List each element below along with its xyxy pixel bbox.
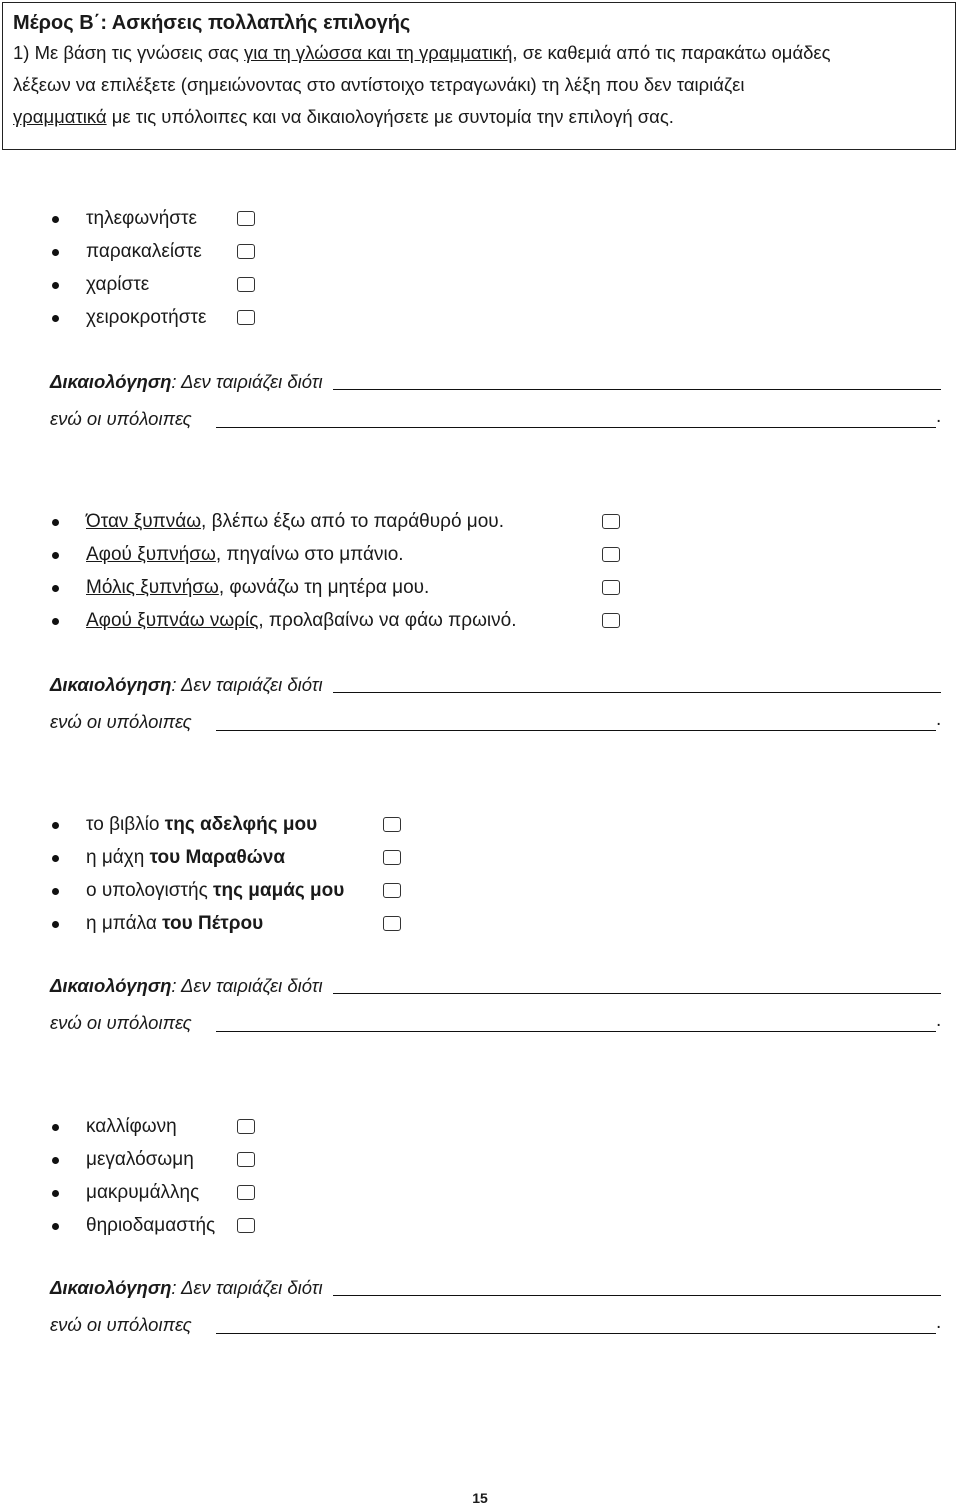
checkbox[interactable] [602,547,620,562]
instructions-box: Μέρος Β΄: Ασκήσεις πολλαπλής επιλογής 1) Με βάση τις γνώσεις σας για τη γλώσσα και τη γραμματική, σε καθεμιά από τις παρακάτω ομάδες λέξεων να επιλέξετε (σημειώνοντας στο αντίστοιχο τετραγωνάκι) τη λέξη που δεν ταιριάζει γραμματικά με τις υπόλοιπες και να δικαιολογήσετε με συντομία την επιλογή σας. [2,2,956,150]
answer-blank[interactable] [216,427,936,428]
justification-line: Δικαιολόγηση: Δεν ταιριάζει διότι [50,674,323,695]
checkbox[interactable] [237,310,255,325]
justification-line-2: ενώ οι υπόλοιπες [50,1012,192,1033]
justification-line-2: ενώ οι υπόλοιπες [50,1314,192,1335]
answer-blank[interactable] [216,1333,936,1334]
page-number: 15 [472,1490,488,1506]
section-title: Μέρος Β΄: Ασκήσεις πολλαπλής επιλογής [13,12,411,34]
checkbox[interactable] [237,244,255,259]
answer-blank[interactable] [216,730,936,731]
checkbox[interactable] [383,916,401,931]
justification-line-2: ενώ οι υπόλοιπες [50,711,192,732]
checkbox[interactable] [237,211,255,226]
answer-blank[interactable] [333,692,941,693]
justification-line: Δικαιολόγηση: Δεν ταιριάζει διότι [50,1277,323,1298]
checkbox[interactable] [237,277,255,292]
checkbox[interactable] [383,817,401,832]
checkbox[interactable] [383,883,401,898]
checkbox[interactable] [602,613,620,628]
checkbox[interactable] [237,1119,255,1134]
checkbox[interactable] [237,1185,255,1200]
checkbox[interactable] [237,1152,255,1167]
checkbox[interactable] [602,580,620,595]
justification-line-2: ενώ οι υπόλοιπες [50,408,192,429]
answer-blank[interactable] [333,993,941,994]
question-text: 1) Με βάση τις γνώσεις σας για τη γλώσσα και τη γραμματική, σε καθεμιά από τις παρακάτω ομάδες [13,42,831,63]
answer-blank[interactable] [333,389,941,390]
checkbox[interactable] [383,850,401,865]
checkbox[interactable] [237,1218,255,1233]
answer-blank[interactable] [333,1295,941,1296]
justification-line: Δικαιολόγηση: Δεν ταιριάζει διότι [50,371,323,392]
answer-blank[interactable] [216,1031,936,1032]
justification-line: Δικαιολόγηση: Δεν ταιριάζει διότι [50,975,323,996]
checkbox[interactable] [602,514,620,529]
